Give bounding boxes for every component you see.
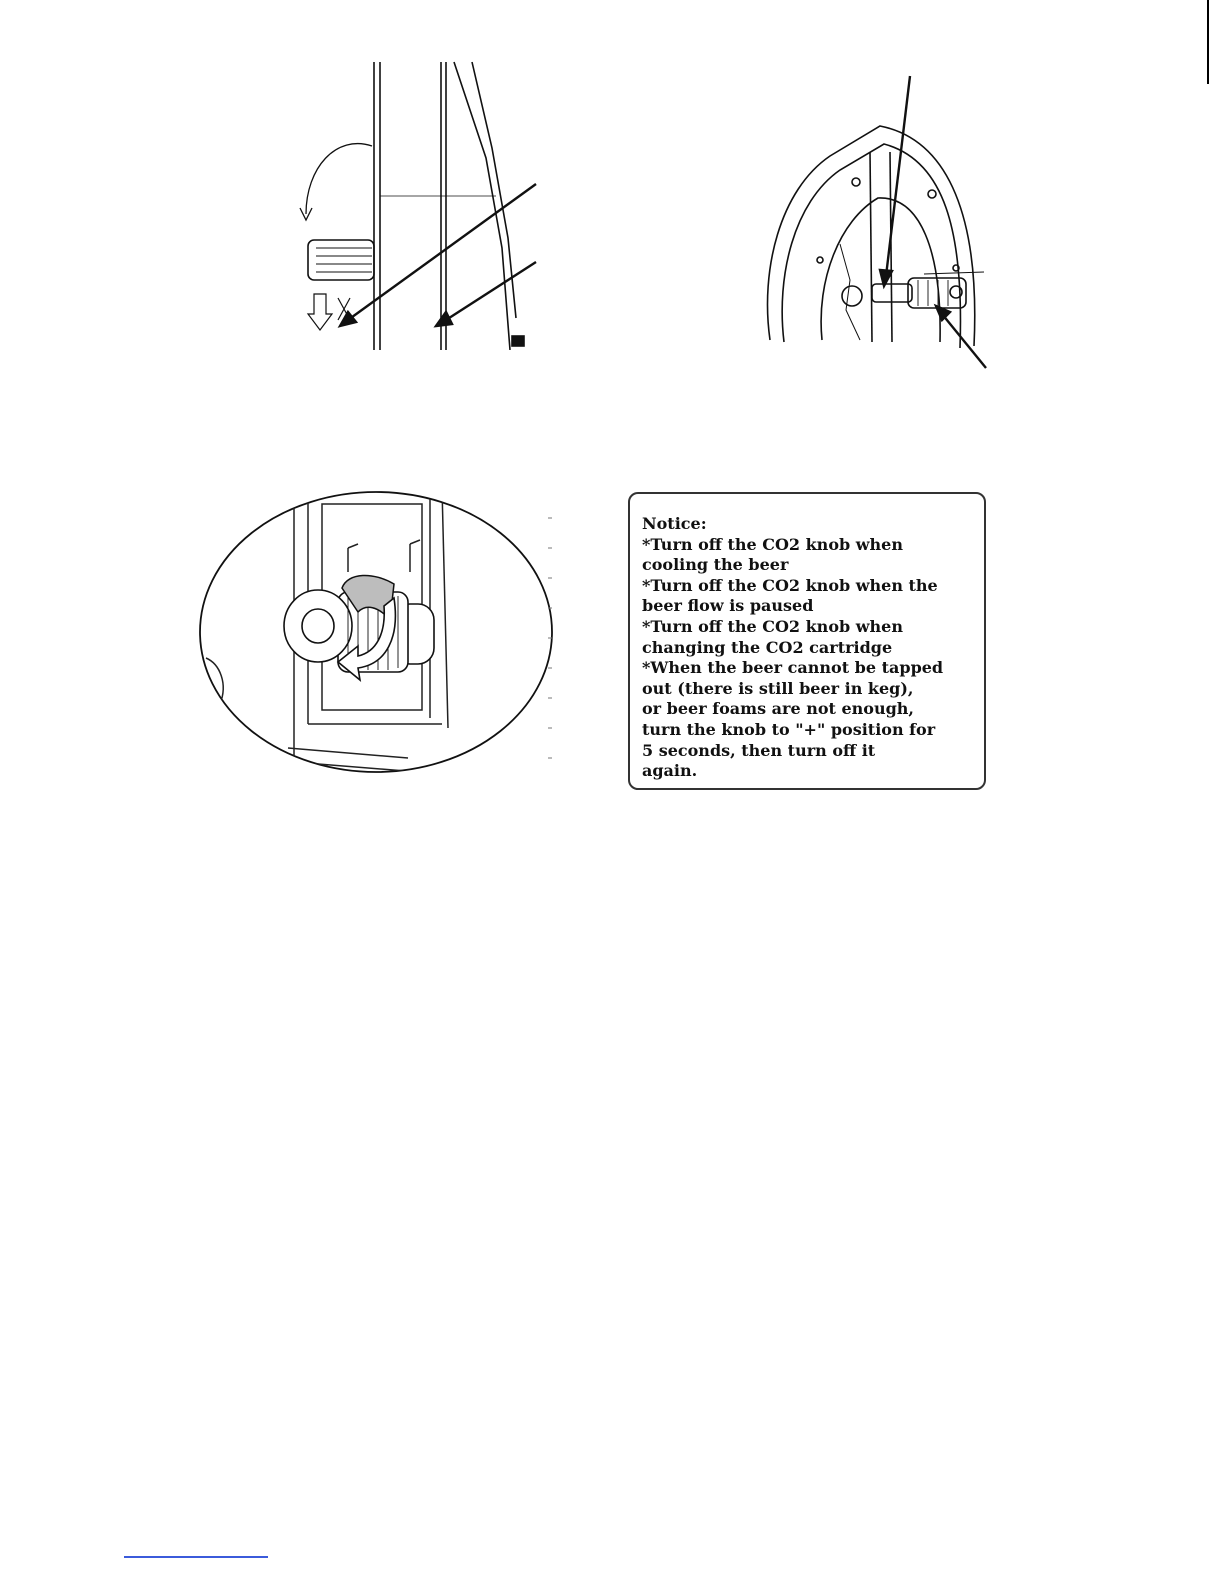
footer-link-underline[interactable] <box>124 1556 268 1558</box>
notice-line: 5 seconds, then turn off it <box>642 740 876 760</box>
notice-line: *Turn off the CO2 knob when <box>642 534 903 554</box>
regulator-front-view-illustration <box>760 70 1000 376</box>
notice-line: beer flow is paused <box>642 596 814 616</box>
notice-line: changing the CO2 cartridge <box>642 637 893 657</box>
notice-line: cooling the beer <box>642 555 789 575</box>
notice-heading: Notice: <box>642 514 707 533</box>
page-edge-line <box>1207 0 1209 84</box>
notice-box <box>628 492 986 790</box>
notice-line: turn the knob to "+" position for <box>642 719 936 739</box>
notice-line: *Turn off the CO2 knob when <box>642 616 903 636</box>
notice-line: *When the beer cannot be tapped <box>642 658 944 678</box>
regulator-side-view-illustration <box>296 58 552 350</box>
notice-line: *Turn off the CO2 knob when the <box>642 575 938 595</box>
notice-line: or beer foams are not enough, <box>642 699 914 719</box>
notice-line: again. <box>642 761 698 781</box>
co2-knob-closeup-illustration <box>198 488 560 776</box>
notice-line: out (there is still beer in keg), <box>642 678 914 698</box>
